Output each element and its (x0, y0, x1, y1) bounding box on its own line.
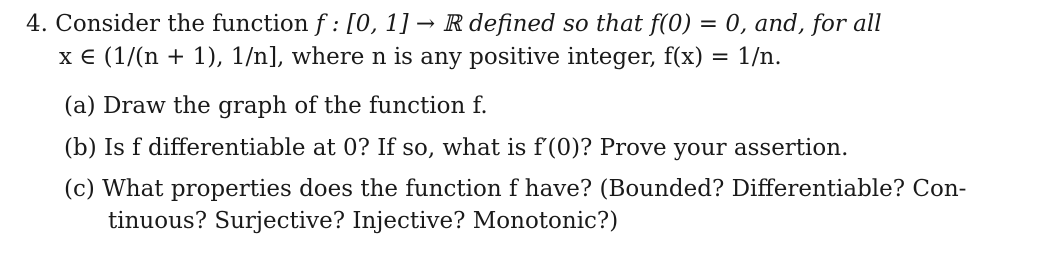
part-a-label: (a) (64, 93, 96, 119)
problem-statement-line-1 (26, 9, 882, 39)
problem-intro-math: f : [0, 1] → ℝ defined so that f(0) = 0, and, for all (315, 11, 882, 37)
part-b (64, 133, 848, 163)
problem-statement-line-2 (59, 42, 782, 72)
part-c-line-1 (64, 174, 966, 204)
problem-intro-text: Consider the function (55, 11, 309, 37)
part-c-text-line-1: What properties does the function f have? (Bounded? Differentiable? Con- (102, 176, 967, 202)
part-b-text: Is f differentiable at 0? If so, what is f′(0)? Prove your assertion. (103, 135, 849, 161)
part-c-line-2 (108, 206, 618, 236)
part-c-text-line-2: tinuous? Surjective? Injective? Monotonic?) (108, 208, 619, 234)
part-c-label: (c) (64, 176, 95, 202)
problem-definition-math: x ∈ (1/(n + 1), 1/n], where n is any positive integer, f(x) = 1/n. (59, 44, 782, 70)
problem-number: 4. (26, 11, 48, 37)
part-a (64, 91, 488, 121)
part-b-label: (b) (64, 135, 97, 161)
part-a-text: Draw the graph of the function f. (102, 93, 488, 119)
